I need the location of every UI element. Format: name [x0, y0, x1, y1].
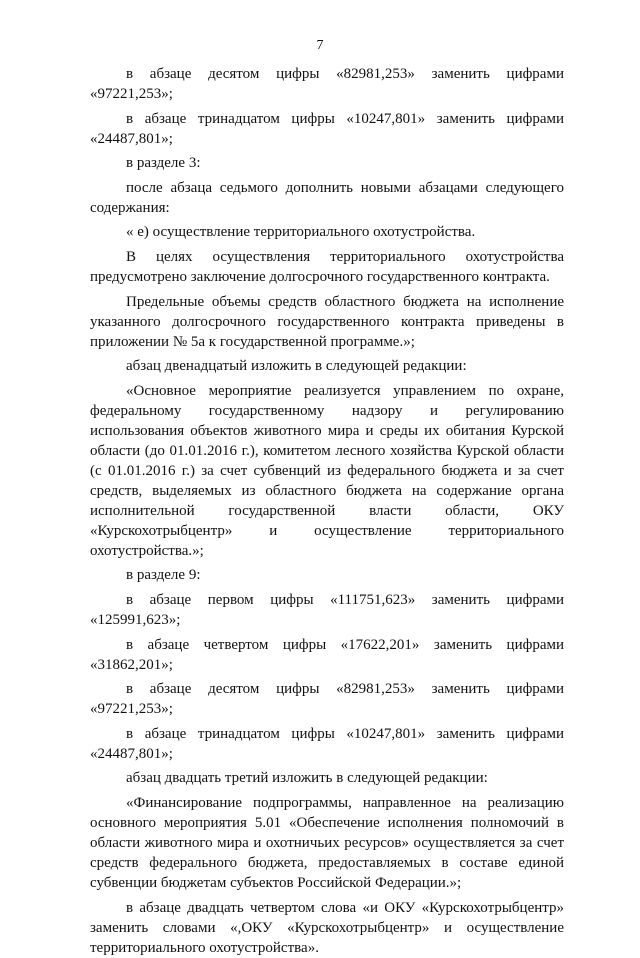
page-number: 7 [316, 38, 324, 53]
paragraph-12: в абзаце четвертом цифры «17622,201» заменить цифрами «31862,201»; [90, 636, 564, 673]
paragraph-13: в абзаце десятом цифры «82981,253» заменить цифрами «97221,253»; [90, 681, 564, 718]
paragraph-5: « е) осуществление территориального охотустройства. [126, 224, 476, 241]
paragraph-14: в абзаце тринадцатом цифры «10247,801» заменить цифрами «24487,801»; [90, 725, 564, 762]
paragraph-16: «Финансирование подпрограммы, направленное на реализацию основного мероприятия 5.01 «Обеспечение исполнения полномочий в области животного мира и охотничьих ресурсов» осуществляется за счет средств федерального бюджета, предоставляемых в составе единой субвенции бюджетам субъектов Российской Федерации.»; [90, 794, 564, 891]
paragraph-8: абзац двенадцатый изложить в следующей редакции: [126, 358, 467, 375]
paragraph-2: в абзаце тринадцатом цифры «10247,801» заменить цифрами «24487,801»; [90, 110, 564, 147]
paragraph-10: в разделе 9: [126, 567, 201, 584]
paragraph-11: в абзаце первом цифры «111751,623» заменить цифрами «125991,623»; [90, 591, 564, 628]
paragraph-6: В целях осуществления территориального охотустройства предусмотрено заключение долгосрочного государственного контракта. [90, 248, 564, 285]
paragraph-4: после абзаца седьмого дополнить новыми абзацами следующего содержания: [90, 179, 564, 216]
paragraph-15: абзац двадцать третий изложить в следующей редакции: [126, 770, 488, 787]
document-body [90, 64, 564, 958]
paragraph-7: Предельные объемы средств областного бюджета на исполнение указанного долгосрочного государственного контракта приведены в приложении № 5а к государственной программе.»; [90, 293, 564, 350]
paragraph-17: в абзаце двадцать четвертом слова «и ОКУ «Курскохотрыбцентр» заменить словами «,ОКУ «Курскохотрыбцентр» и осуществление территориального охотустройства». [90, 899, 564, 956]
paragraph-1: в абзаце десятом цифры «82981,253» заменить цифрами «97221,253»; [90, 66, 564, 102]
paragraph-9: «Основное мероприятие реализуется управлением по охране, федеральному государственному надзору и регулированию использования объектов животного мира и среды их обитания Курской области (до 01.01.2016 г.), комитетом лесного хозяйства Курской области (с 01.01.2016 г.) за счет субвенций из федерального бюджета и за счет средств, выделяемых из областного бюджета на содержание органа исполнительной государственной власти области, ОКУ «Курскохотрыбцентр» и осуществление территориального охотустройства.»; [90, 382, 564, 559]
paragraph-3: в разделе 3: [126, 155, 201, 172]
